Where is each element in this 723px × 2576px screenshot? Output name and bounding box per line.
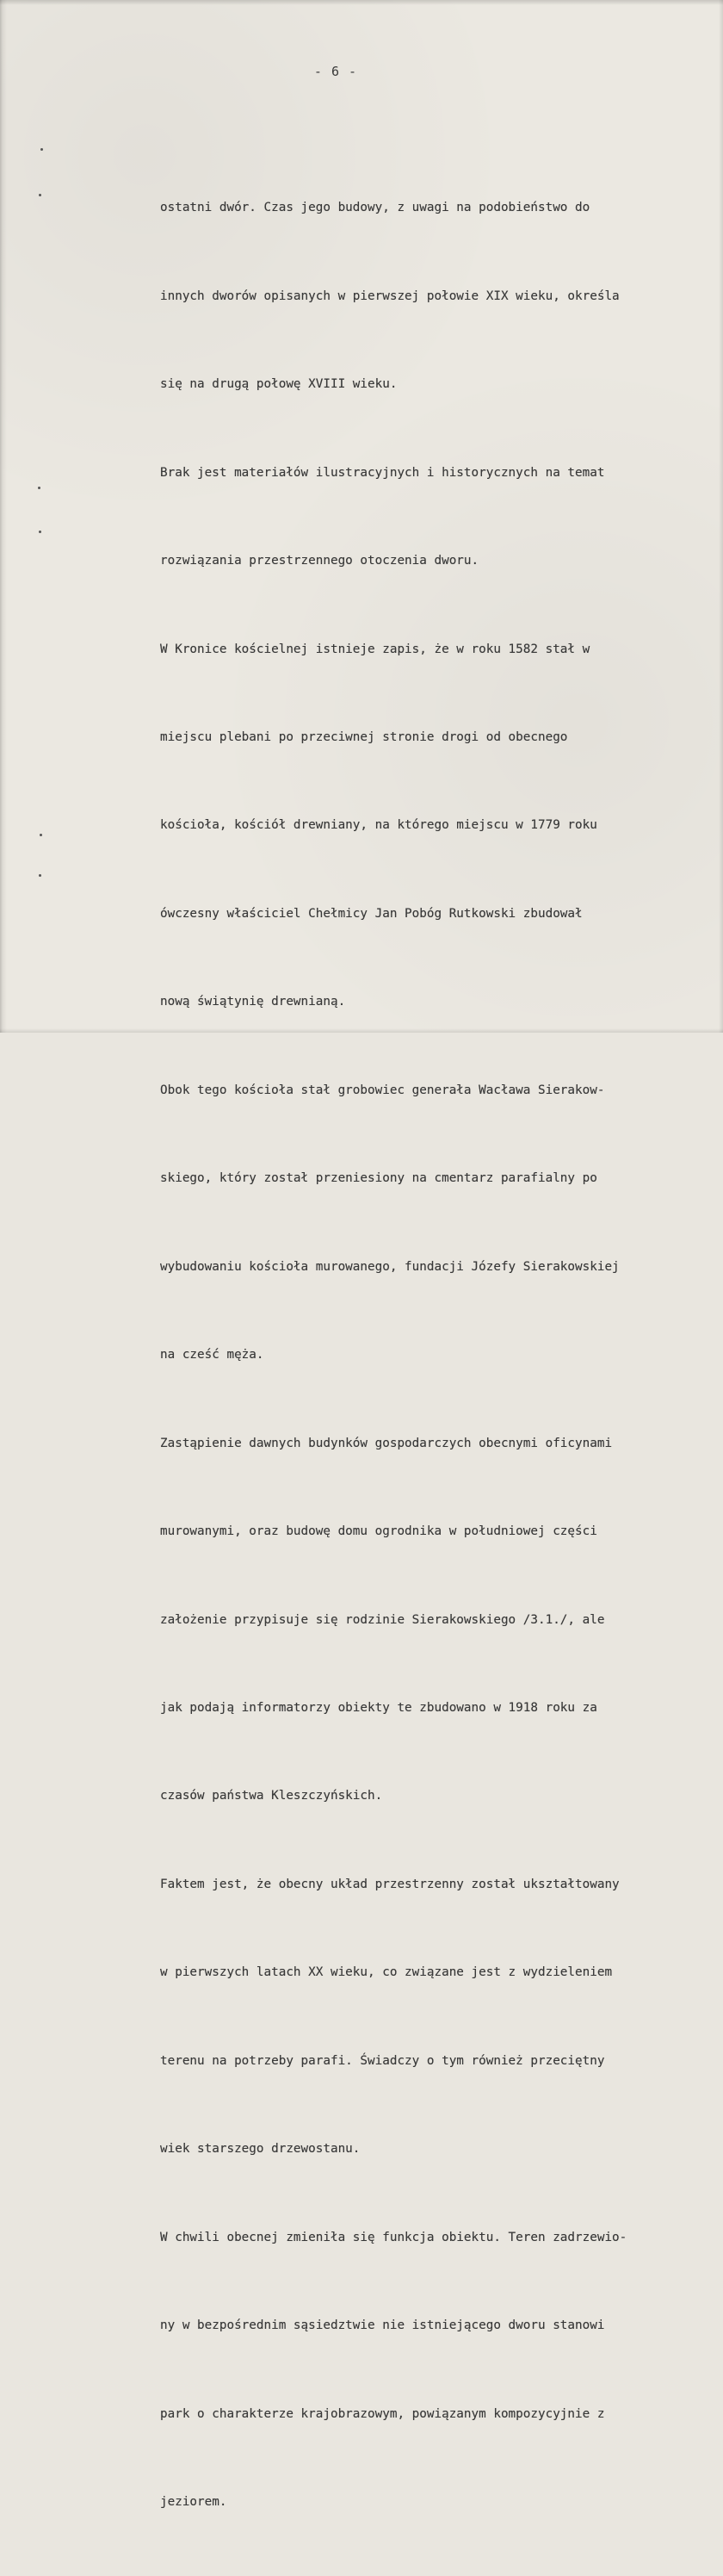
text-line: Zastąpienie dawnych budynków gospodarczych obecnymi oficynami	[160, 1436, 613, 1450]
text-line: murowanymi, oraz budowę domu ogrodnika w południowej części	[160, 1524, 597, 1539]
text-line: Brak jest materiałów ilustracyjnych i historycznych na temat	[160, 465, 605, 480]
text-line: W chwili obecnej zmieniła się funkcja obiektu. Teren zadrzewio-	[160, 2230, 627, 2244]
text-line: terenu na potrzeby parafi. Świadczy o tym również przeciętny	[160, 2053, 605, 2068]
text-line: Faktem jest, że obecny układ przestrzenny został ukształtowany	[160, 1877, 620, 1891]
text-line: rozwiązania przestrzennego otoczenia dworu.	[160, 554, 479, 568]
text-line: w pierwszych latach XX wieku, co związane jest z wydzieleniem	[160, 1965, 613, 1980]
text-line: się na drugą połowę XVIII wieku.	[160, 377, 398, 392]
text-line: W Kronice kościelnej istnieje zapis, że w roku 1582 stał w	[160, 642, 590, 656]
body-text	[160, 134, 713, 2576]
margin-mark	[40, 834, 42, 836]
text-line: innych dworów opisanych w pierwszej połowie XIX wieku, określa	[160, 289, 620, 303]
margin-mark	[38, 487, 40, 489]
text-line: ny w bezpośrednim sąsiedztwie nie istniejącego dworu stanowi	[160, 2318, 605, 2333]
text-line: park o charakterze krajobrazowym, powiązanym kompozycyjnie z	[160, 2406, 605, 2421]
text-line: ówczesny właściciel Chełmicy Jan Pobóg Rutkowski zbudował	[160, 906, 583, 921]
text-line: wybudowaniu kościoła murowanego, fundacji Józefy Sierakowskiej	[160, 1259, 620, 1274]
text-line: jak podają informatorzy obiekty te zbudowano w 1918 roku za	[160, 1701, 597, 1716]
margin-mark	[39, 531, 41, 533]
text-line: skiego, który został przeniesiony na cmentarz parafialny po	[160, 1171, 597, 1186]
text-line: Obok tego kościoła stał grobowiec generała Wacława Sierakow-	[160, 1083, 605, 1097]
margin-mark	[39, 194, 41, 196]
margin-mark	[39, 874, 41, 877]
margin-mark	[40, 148, 43, 151]
page-number: - 6 -	[313, 64, 358, 79]
text-line: założenie przypisuje się rodzinie Sierakowskiego /3.1./, ale	[160, 1612, 605, 1627]
text-line: czasów państwa Kleszczyńskich.	[160, 1789, 383, 1803]
text-line: jeziorem.	[160, 2495, 227, 2510]
text-line: kościoła, kościół drewniany, na którego miejscu w 1779 roku	[160, 818, 597, 833]
text-line: nową świątynię drewnianą.	[160, 995, 346, 1009]
text-line: miejscu plebani po przeciwnej stronie drogi od obecnego	[160, 730, 568, 745]
text-line: na cześć męża.	[160, 1348, 264, 1362]
text-line: ostatni dwór. Czas jego budowy, z uwagi na podobieństwo do	[160, 201, 590, 215]
text-line: wiek starszego drzewostanu.	[160, 2142, 361, 2157]
